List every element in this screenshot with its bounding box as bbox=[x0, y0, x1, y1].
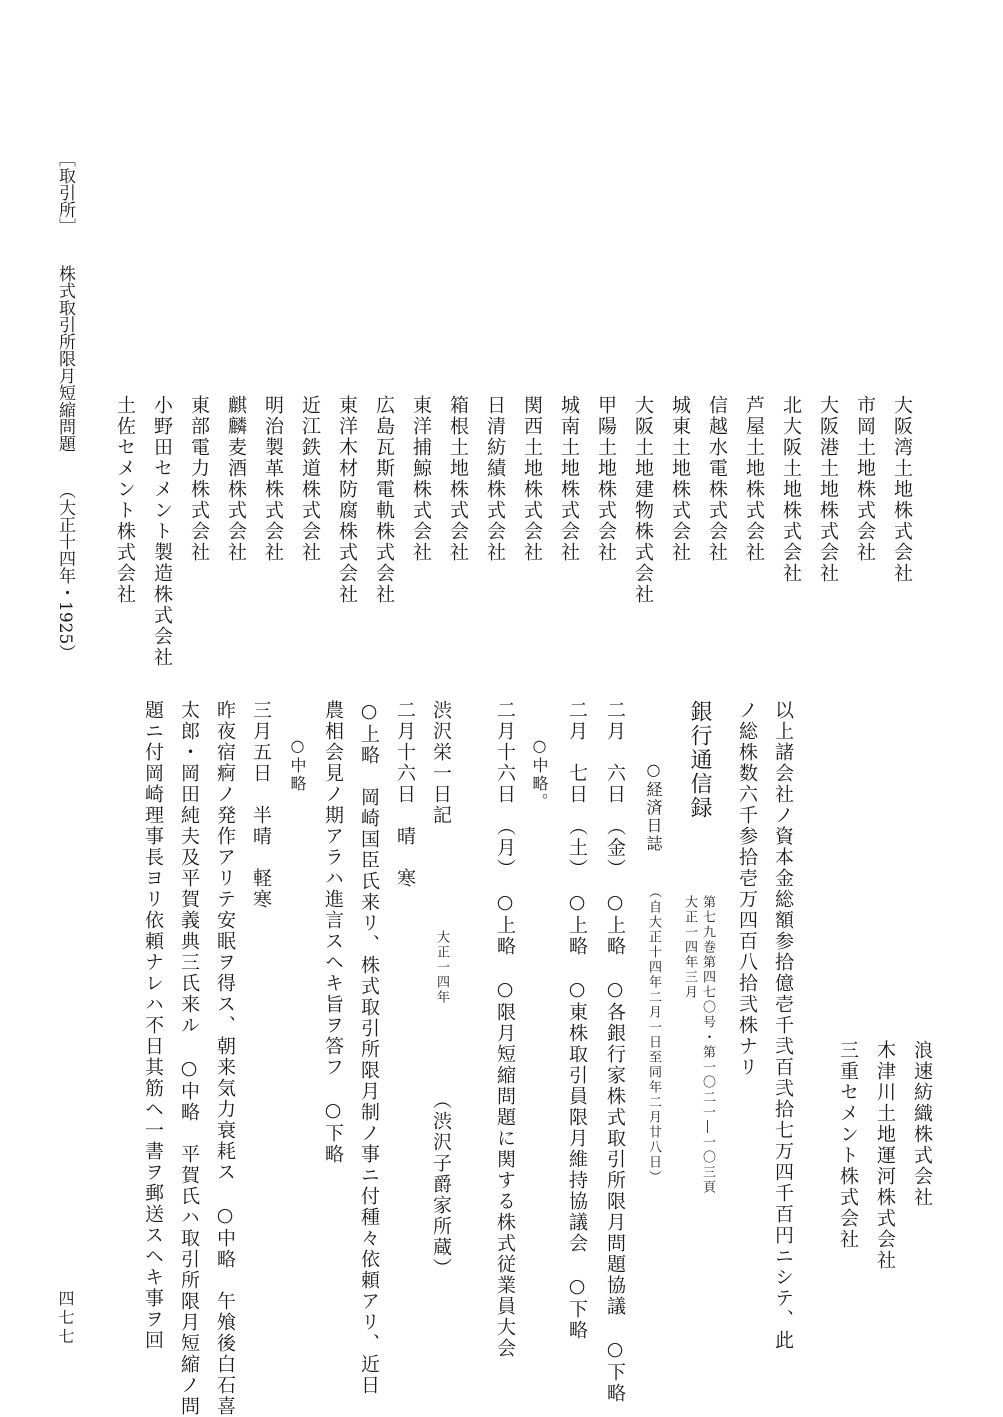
diary-line: ○中略 bbox=[288, 736, 307, 793]
bank-entry: 二月 七日 （土） ○上略 ○東株取引員限月維持協議会 ○下略 bbox=[566, 700, 588, 1341]
company-entry: 土佐セメント株式会社 bbox=[114, 395, 136, 605]
company-entry: 小野田セメント製造株式会社 bbox=[151, 395, 173, 668]
company-entry: 城南土地株式会社 bbox=[558, 395, 580, 563]
diary-line: ○上略 岡崎国臣氏来リ、株式取引所限月制ノ事ニ付種々依頼アリ、近日 bbox=[358, 700, 380, 1396]
diary-range: （自大正十四年二月一日至同年二月廿八日） bbox=[646, 885, 661, 1185]
diary-line: 題ニ付岡崎理事長ヨリ依頼ナレハ不日其筋ヘ一書ヲ郵送スヘキ事ヲ回 bbox=[142, 700, 164, 1351]
diary-line: 農相会見ノ期アラハ進言スヘキ旨ヲ答フ ○下略 bbox=[322, 700, 344, 1165]
diary-heading: ○経済日誌 bbox=[644, 760, 663, 853]
company-entry: 甲陽土地株式会社 bbox=[595, 395, 617, 563]
diary-title: 渋沢栄一日記 bbox=[430, 700, 452, 826]
bank-citation-date: 大正一四年三月 bbox=[682, 895, 697, 1000]
company-entry: 日清紡績株式会社 bbox=[484, 395, 506, 563]
company-entry: 明治製革株式会社 bbox=[262, 395, 284, 563]
diary-line: 二月十六日 晴 寒 bbox=[394, 700, 416, 889]
bank-section-title: 銀行通信録 bbox=[687, 700, 712, 820]
company-entry: 広島瓦斯電軌株式会社 bbox=[373, 395, 395, 605]
company-entry: 近江鉄道株式会社 bbox=[299, 395, 321, 563]
diary-line: 昨夜宿痾ノ発作アリテ安眠ヲ得ス、朝来気力衰耗ス ○中略 午飧後白石喜 bbox=[214, 700, 236, 1417]
company-entry: 大阪湾土地株式会社 bbox=[891, 395, 913, 584]
company-entry: 東部電力株式会社 bbox=[188, 395, 210, 563]
company-entry: 東洋捕鯨株式会社 bbox=[410, 395, 432, 563]
bank-citation-vol: 第七九巻第四七〇号・第一〇二一―一〇三頁 bbox=[700, 895, 715, 1195]
diary-line: 太郎・岡田純夫及平賀義典三氏来ル ○中略 平賀氏ハ取引所限月短縮ノ問 bbox=[178, 700, 200, 1417]
running-header bbox=[40, 150, 90, 662]
diary-line: 三月五日 半晴 軽寒 bbox=[250, 700, 272, 910]
bank-entry: 二月 六日 （金） ○上略 ○各銀行家株式取引所限月問題協議 ○下略 bbox=[604, 700, 626, 1404]
company-entry: 木津川土地運河株式会社 bbox=[874, 1040, 896, 1271]
page-number: 四七七 bbox=[56, 1290, 75, 1347]
bank-entry: ○中略。 bbox=[530, 736, 549, 811]
company-entry: 信越水電株式会社 bbox=[706, 395, 728, 563]
company-entry: 北大阪土地株式会社 bbox=[780, 395, 802, 584]
company-entry: 市岡土地株式会社 bbox=[854, 395, 876, 563]
main-text bbox=[80, 700, 800, 1417]
summary-line: 以上諸会社ノ資本金総額参拾億壱千弐百弐拾七万四千百円ニシテ、此 bbox=[772, 700, 794, 1351]
company-entry: 浪速紡織株式会社 bbox=[911, 1040, 933, 1208]
company-entry: 麒麟麦酒株式会社 bbox=[225, 395, 247, 563]
summary-line: ノ総株数六千参拾壱万四百八拾弐株ナリ bbox=[736, 700, 758, 1078]
company-entry: 大阪土地建物株式会社 bbox=[632, 395, 654, 605]
diary-source: （渋沢子爵家所蔵） bbox=[430, 1090, 452, 1279]
company-list-continued bbox=[800, 1040, 940, 1280]
section-label: ［取引所］ bbox=[55, 150, 75, 235]
company-entry: 芦屋土地株式会社 bbox=[743, 395, 765, 563]
company-entry: 大阪港土地株式会社 bbox=[817, 395, 839, 584]
company-list bbox=[100, 395, 920, 668]
company-entry: 箱根土地株式会社 bbox=[447, 395, 469, 563]
company-entry: 三重セメント株式会社 bbox=[837, 1040, 859, 1250]
running-title: 株式取引所限月短縮問題 bbox=[55, 265, 75, 452]
running-year: （大正十四年・1925） bbox=[55, 482, 75, 662]
diary-year: 大正一四年 bbox=[434, 930, 449, 1005]
company-entry: 東洋木材防腐株式会社 bbox=[336, 395, 358, 605]
company-entry: 城東土地株式会社 bbox=[669, 395, 691, 563]
company-entry: 関西土地株式会社 bbox=[521, 395, 543, 563]
bank-entry: 二月十六日 （月） ○上略 ○限月短縮問題に関する株式従業員大会 bbox=[494, 700, 516, 1359]
